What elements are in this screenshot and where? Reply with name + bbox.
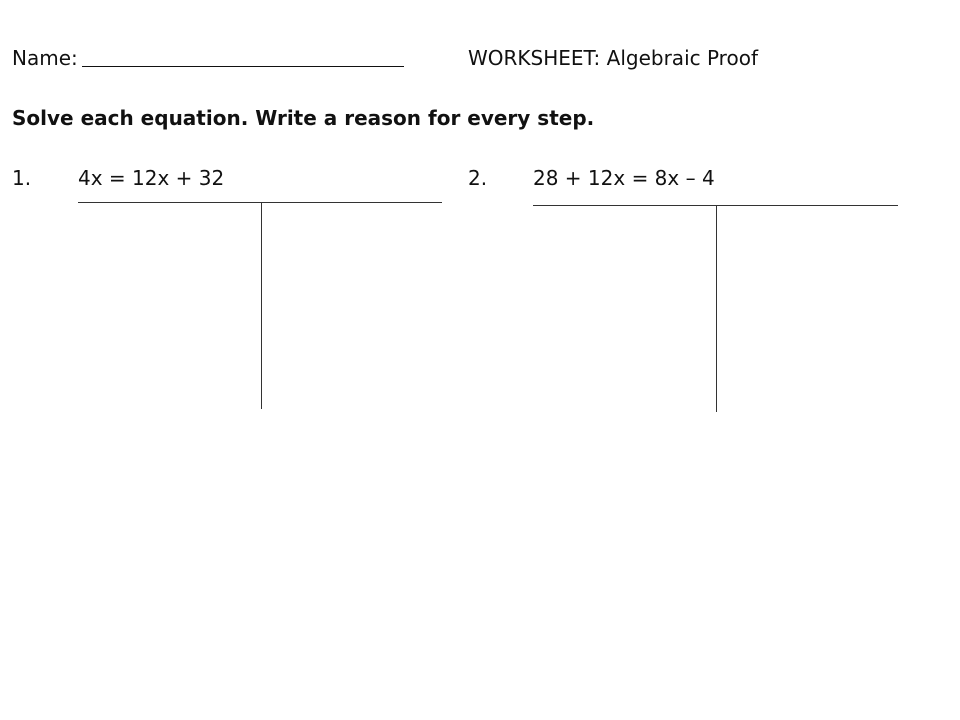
problem-equation: 4x = 12x + 32 [78,166,225,190]
proof-table-header-line [78,202,442,203]
instructions: Solve each equation. Write a reason for every step. [12,106,595,130]
proof-table-divider [716,206,717,412]
proof-table-divider [261,203,262,409]
problem-equation: 28 + 12x = 8x – 4 [533,166,715,190]
problem-number: 1. [12,166,32,190]
name-blank-line[interactable] [82,66,404,67]
problem-number: 2. [468,166,488,190]
worksheet-title: WORKSHEET: Algebraic Proof [468,46,758,70]
name-label: Name: [12,46,78,70]
